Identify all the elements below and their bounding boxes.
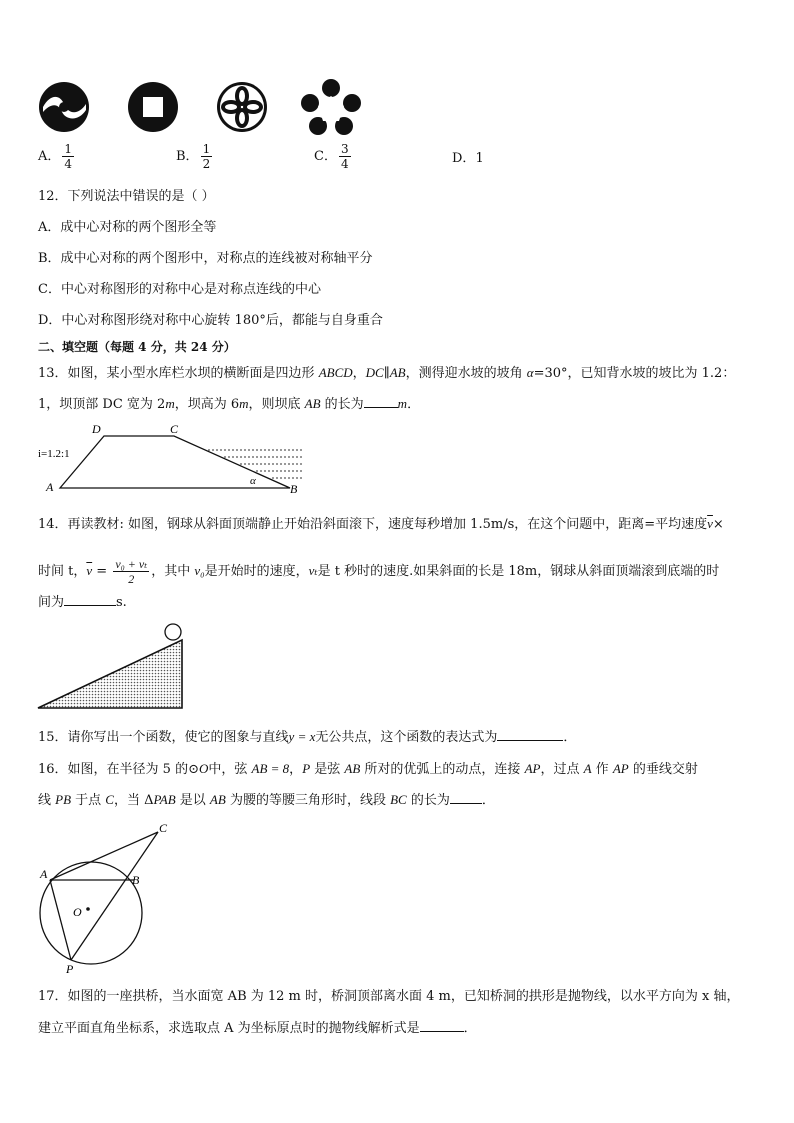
text: 的垂线交射: [628, 762, 698, 777]
q15-line: [38, 728, 576, 747]
denominator: 2: [202, 157, 211, 171]
math-v-bar: $\overline{v}$: [707, 516, 713, 531]
q13-dam-figure: [34, 420, 314, 498]
q12-option-a: A．成中心对称的两个图形全等: [38, 220, 217, 235]
text: 是以: [175, 793, 210, 808]
q16-line2: [38, 791, 495, 810]
label-c: C: [170, 422, 179, 436]
text: ．: [407, 397, 421, 412]
text: ．: [563, 730, 577, 745]
option-letter: D．: [452, 151, 476, 166]
q14-line3: [38, 593, 127, 612]
text: 是弦: [310, 762, 345, 777]
label-c: C: [159, 821, 168, 835]
math-pb: PB: [55, 792, 72, 807]
text: ，则坝底: [248, 397, 305, 412]
math-bc: BC: [390, 792, 407, 807]
text: =: [92, 564, 112, 579]
text: 线: [38, 793, 56, 808]
text: 无公共点，这个函数的表达式为: [315, 730, 498, 745]
q17-line1: 17．如图的一座拱桥，当水面宽 AB 为 12 m 时，桥洞顶部离水面 4 m，已知桥洞的拱形是抛物线，以水平方向为 x 轴，: [38, 989, 740, 1004]
figure-wave-circle: [39, 82, 89, 132]
label-d: D: [92, 422, 101, 436]
q16-circle-figure: [30, 818, 190, 978]
text: 13．如图，某小型水库栏水坝的横断面是四边形: [38, 366, 319, 381]
math-p: P: [302, 761, 311, 776]
label-alpha: α: [250, 475, 256, 487]
text: ，过点: [540, 762, 584, 777]
denominator: 4: [64, 157, 73, 171]
section-title: 二、填空题（每题 4 分，共 24 分）: [38, 340, 236, 354]
label-a: A: [40, 867, 48, 881]
unit-m: m: [239, 396, 249, 411]
math-ap: AP: [524, 761, 541, 776]
q14-line1: [38, 515, 724, 534]
option-text: 1: [475, 151, 484, 166]
text: 的长为: [320, 397, 364, 412]
text: 中，弦: [208, 762, 252, 777]
math-ap: AP: [612, 761, 629, 776]
text: 所对的优弧上的动点，连接: [360, 762, 525, 777]
math-o: O: [198, 761, 209, 776]
text: 15．请你写出一个函数，使它的图象与直线: [38, 730, 289, 745]
math-alpha: α: [526, 365, 534, 380]
math-v0: v₀: [194, 563, 205, 578]
fraction: [339, 142, 351, 171]
q11-figures: [30, 78, 370, 138]
text: 14．再读教材: 如图，钢球从斜面顶端静止开始沿斜面滚下，速度每秒增加 1.5m/s，在这个问题中，距离=平均速度: [38, 517, 708, 532]
numerator: v₀ + vₜ: [115, 557, 148, 571]
option-letter: B．: [176, 149, 199, 164]
text: 时间 t，: [38, 564, 87, 579]
math-vt: vₜ: [308, 563, 318, 578]
text: ．: [481, 793, 495, 808]
text: 于点: [71, 793, 106, 808]
q13-line1: [38, 364, 735, 383]
text: 是开始时的速度，: [204, 564, 309, 579]
text: =30°，已知背水坡的坡比为 1.2：: [533, 366, 736, 381]
answer-blank[interactable]: [497, 728, 563, 741]
formula-fraction: [113, 557, 149, 586]
option-letter: C．: [314, 149, 337, 164]
slope-ratio-label: i=1.2:1: [38, 448, 70, 460]
numerator: 3: [340, 142, 349, 156]
label-p: P: [66, 962, 74, 976]
q12-stem: 12．下列说法中错误的是（ ）: [38, 189, 215, 204]
q14-slope-figure: [34, 618, 194, 714]
math-ab: AB: [304, 396, 321, 411]
figure-four-petal: [217, 82, 267, 132]
q12-option-c: C．中心对称图形的对称中心是对称点连线的中心: [38, 282, 321, 297]
math-pab: PAB: [153, 792, 176, 807]
math-abcd: ABCD: [318, 365, 353, 380]
text: ，当 Δ: [113, 793, 154, 808]
label-o: O: [73, 905, 82, 919]
text: ，其中: [151, 564, 195, 579]
math-ab: AB: [209, 792, 226, 807]
q11-option-d: [452, 150, 484, 168]
answer-blank[interactable]: [364, 395, 398, 408]
text: ．: [463, 1021, 477, 1036]
q17-line2: [38, 1019, 477, 1038]
text: 间为: [38, 595, 65, 610]
label-b: B: [290, 482, 298, 496]
math-dc-parallel-ab: DC∥AB: [365, 365, 406, 380]
label-b: B: [132, 873, 140, 887]
numerator: 1: [202, 142, 211, 156]
text: 的长为: [406, 793, 450, 808]
q16-line1: [38, 760, 698, 779]
q11-option-b: [176, 142, 214, 171]
math-ab-8: AB = 8: [251, 761, 290, 776]
q11-option-c: [314, 142, 353, 171]
text: ，: [289, 762, 303, 777]
answer-blank[interactable]: [64, 593, 116, 606]
answer-blank[interactable]: [420, 1019, 464, 1032]
figure-pentagon-flower: [301, 79, 361, 135]
text: ×: [712, 517, 724, 532]
q14-line2: [38, 557, 719, 586]
math-a: A: [583, 761, 592, 776]
q11-option-a: [38, 142, 76, 171]
fraction: [201, 142, 213, 171]
q12-option-d: D．中心对称图形绕对称中心旋转 180°后，都能与自身重合: [38, 313, 383, 328]
figure-coin: [128, 82, 178, 132]
text: ，: [352, 366, 366, 381]
text: ，测得迎水坡的坡角: [405, 366, 527, 381]
option-letter: A．: [38, 149, 61, 164]
text: 作: [591, 762, 613, 777]
numerator: 1: [64, 142, 73, 156]
label-a: A: [46, 480, 54, 494]
math-y-equals-x: y = x: [288, 729, 316, 744]
text: s.: [116, 595, 127, 610]
steel-ball: [165, 624, 181, 640]
q13-line2: [38, 395, 420, 414]
text: 16．如图，在半径为 5 的⊙: [38, 762, 199, 777]
math-ab: AB: [344, 761, 361, 776]
denominator: 2: [128, 572, 135, 586]
math-c: C: [105, 792, 114, 807]
denominator: 4: [340, 157, 349, 171]
math-v-bar: $\overline{v}$: [86, 563, 93, 578]
unit-m: m: [397, 396, 408, 411]
text: 为腰的等腰三角形时，线段: [225, 793, 391, 808]
fraction: [62, 142, 74, 171]
answer-blank[interactable]: [450, 791, 482, 804]
text: 建立平面直角坐标系，求选取点 A 为坐标原点时的抛物线解析式是: [38, 1021, 420, 1036]
text: 是 t 秒时的速度.如果斜面的长是 18m，钢球从斜面顶端滚到底端的时: [317, 564, 720, 579]
q12-option-b: B．成中心对称的两个图形中，对称点的连线被对称轴平分: [38, 251, 373, 266]
text: 1，坝顶部 DC 宽为 2: [38, 397, 166, 412]
unit-m: m: [165, 396, 175, 411]
text: ，坝高为 6: [174, 397, 240, 412]
